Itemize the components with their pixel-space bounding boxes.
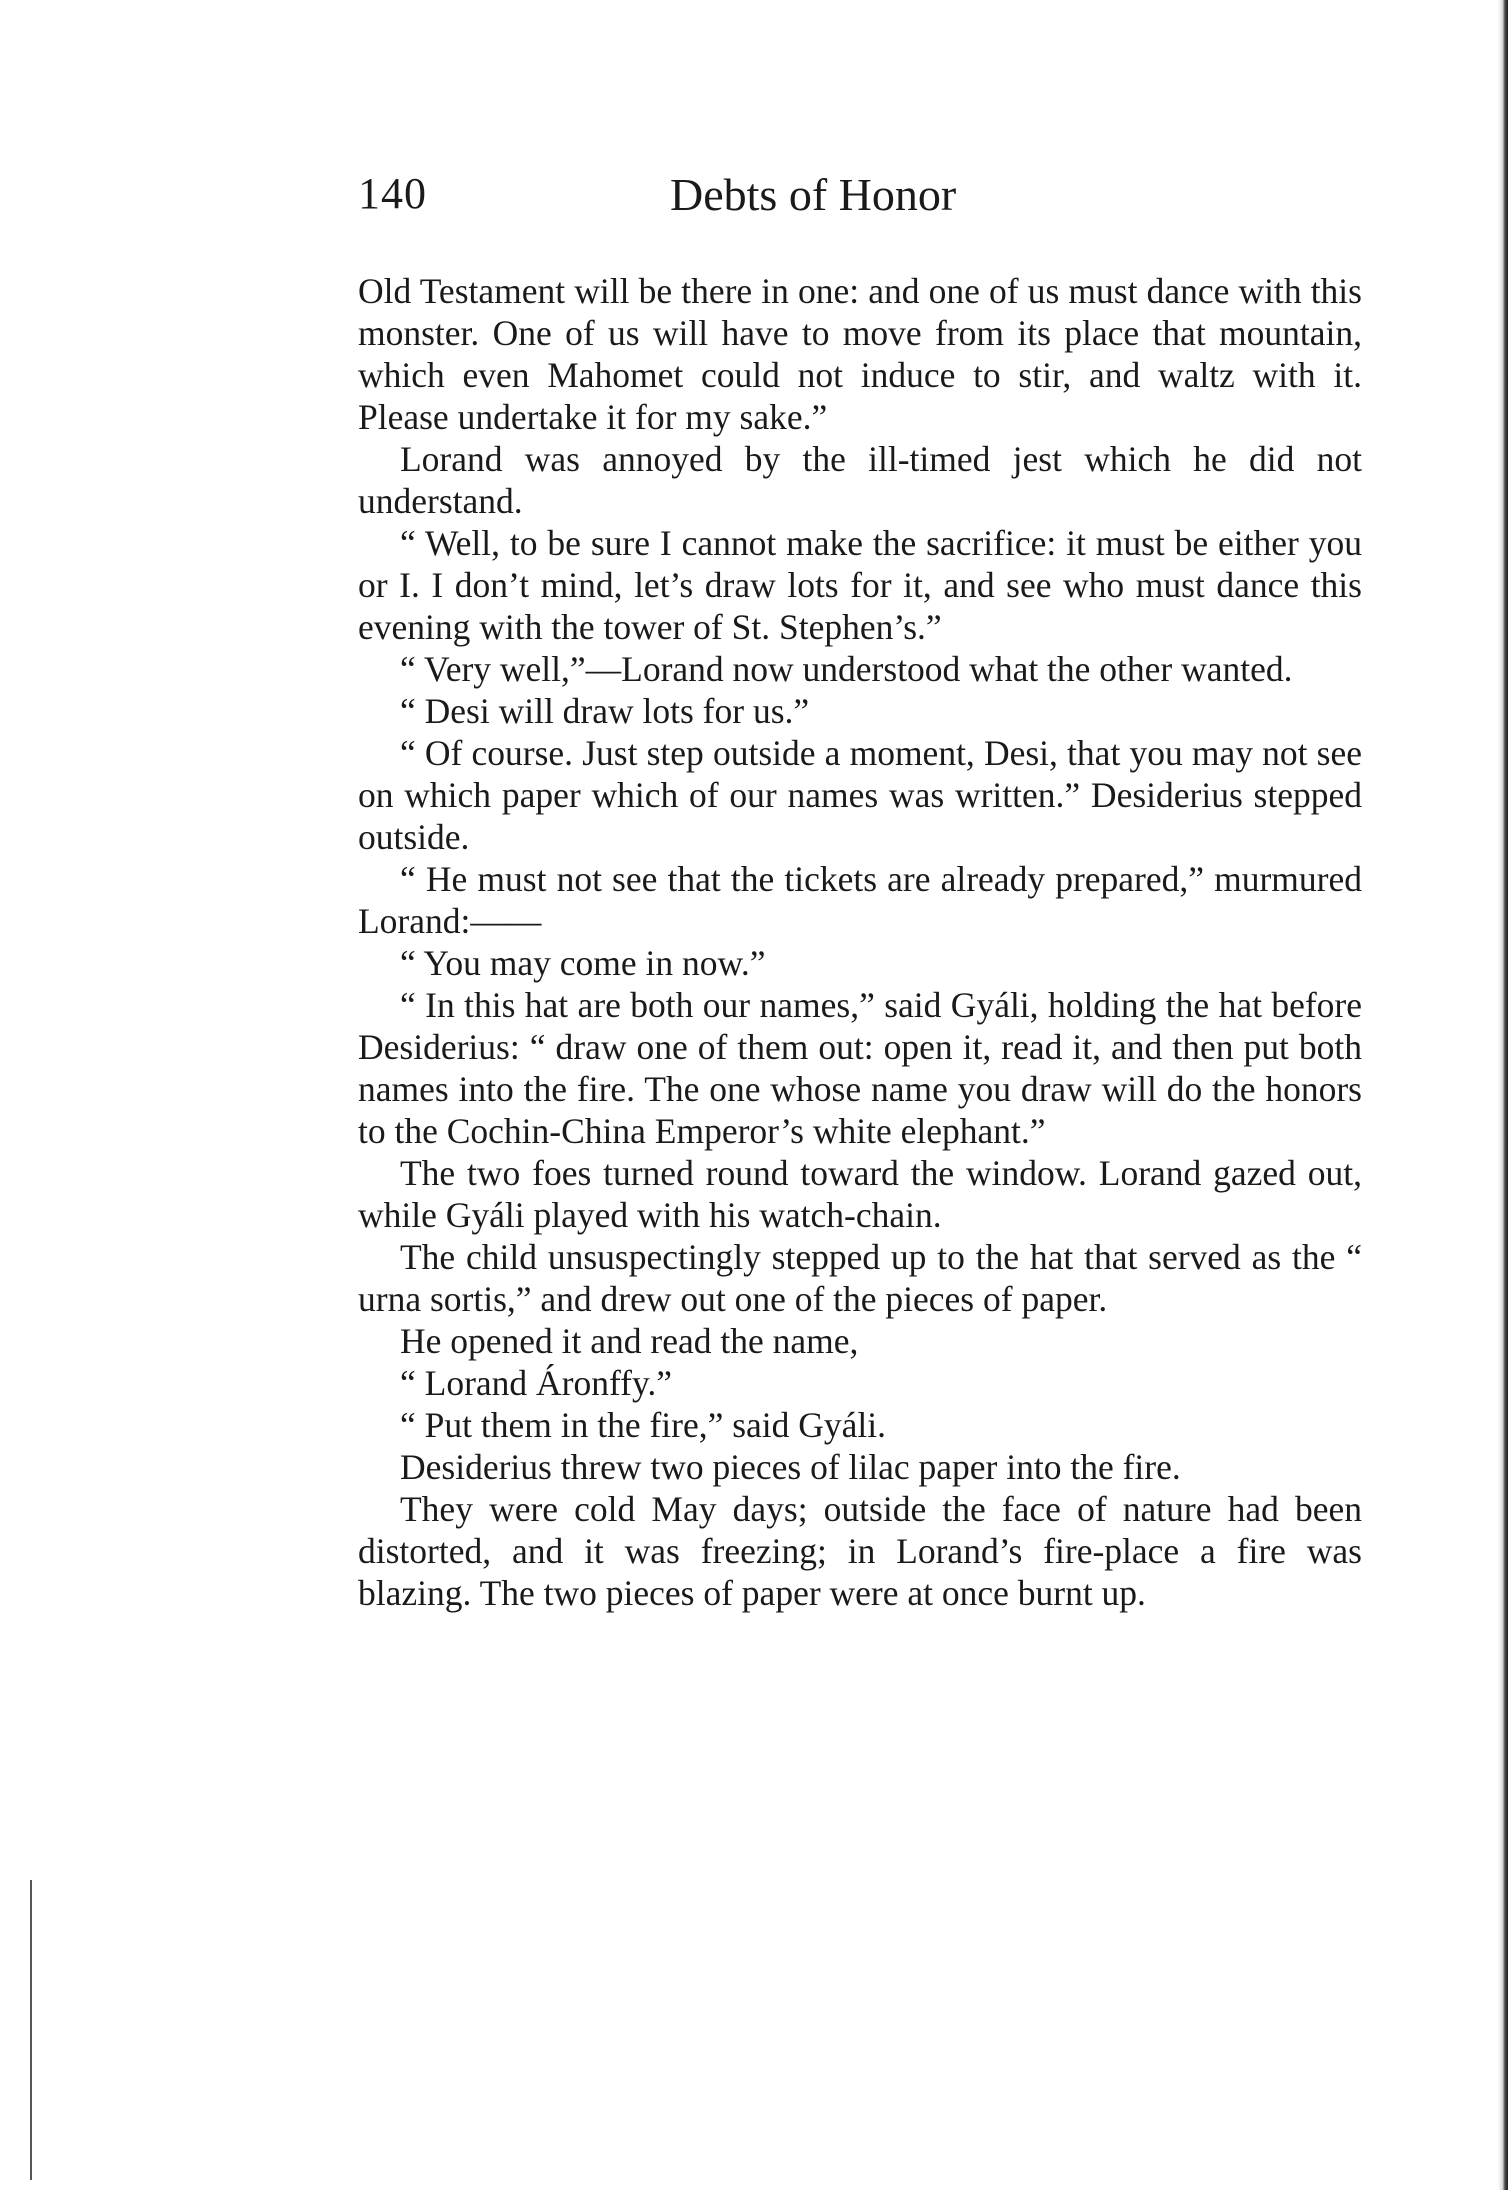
- paragraph: The two foes turned round toward the window. Lorand gazed out, while Gyáli played with his watch-chain.: [358, 1153, 1362, 1235]
- paragraph: They were cold May days; outside the face of nature had been distorted, and it was freezing; in Lorand’s fire-place a fire was blazing. The two pieces of paper were at once burnt up.: [358, 1489, 1362, 1613]
- paragraph: “ Desi will draw lots for us.”: [400, 691, 810, 731]
- paragraph: Lorand was annoyed by the ill-timed jest which he did not understand.: [358, 439, 1362, 521]
- paragraph: “ In this hat are both our names,” said Gyáli, holding the hat before Desiderius: “ draw one of them out: open it, read it, and then put both names into the fire. The one whose name you draw will do the honors to the Cochin-China Emperor’s white elephant.”: [358, 985, 1362, 1151]
- page-header: [358, 168, 1358, 228]
- scan-margin-line: [30, 1880, 32, 2180]
- paragraph: The child unsuspectingly stepped up to the hat that served as the “ urna sortis,” and drew out one of the pieces of paper.: [358, 1237, 1362, 1319]
- running-title: Debts of Honor: [670, 169, 957, 220]
- paragraph: Old Testament will be there in one: and one of us must dance with this monster. One of us will have to move from its place that mountain, which even Mahomet could not induce to stir, and waltz with it. Please undertake it for my sake.”: [358, 271, 1362, 437]
- paragraph: “ Very well,”—Lorand now understood what the other wanted.: [400, 649, 1293, 689]
- body-text: [358, 270, 1362, 1614]
- paragraph: Desiderius threw two pieces of lilac paper into the fire.: [400, 1447, 1181, 1487]
- paragraph: “ You may come in now.”: [400, 943, 766, 983]
- paragraph: He opened it and read the name,: [400, 1321, 859, 1361]
- paragraph: “ Of course. Just step outside a moment, Desi, that you may not see on which paper which of our names was written.” Desiderius stepped outside.: [358, 733, 1362, 857]
- paragraph: “ Put them in the fire,” said Gyáli.: [400, 1405, 887, 1445]
- page-number: 140: [358, 169, 427, 218]
- paragraph: “ He must not see that the tickets are already prepared,” murmured Lorand:——: [358, 859, 1362, 941]
- paragraph: “ Lorand Áronffy.”: [400, 1363, 673, 1403]
- page-edge-shadow: [1498, 0, 1508, 2190]
- paragraph: “ Well, to be sure I cannot make the sacrifice: it must be either you or I. I don’t mind, let’s draw lots for it, and see who must dance this evening with the tower of St. Stephen’s.”: [358, 523, 1362, 647]
